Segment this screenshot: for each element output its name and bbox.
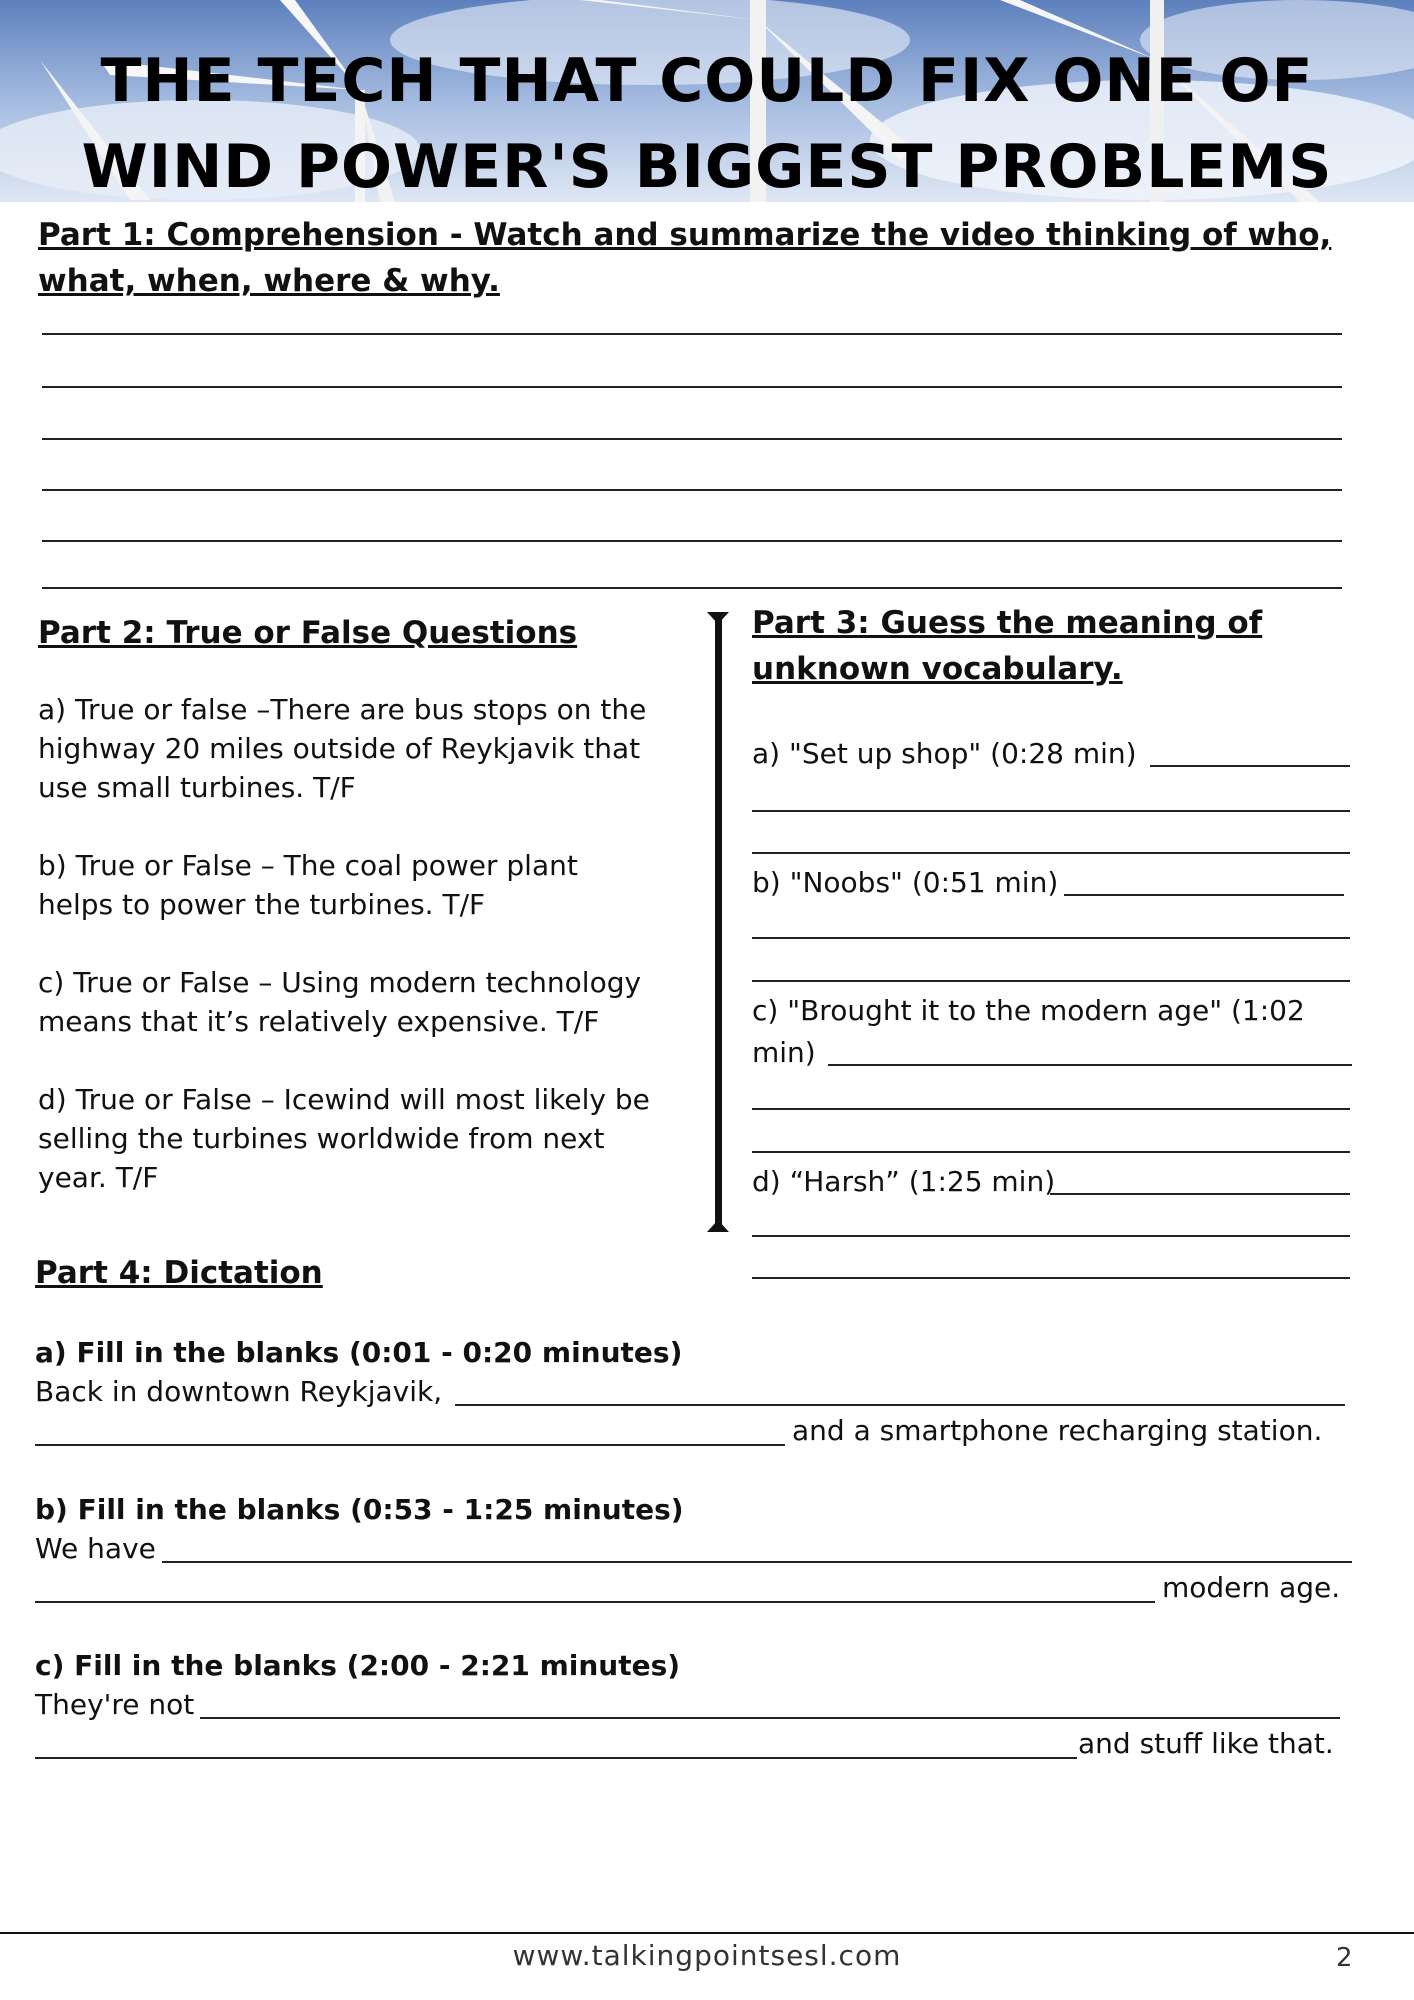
dictation-c-end: and stuff like that. (1078, 1727, 1334, 1760)
tf-question-b (38, 846, 578, 924)
dictation-blank[interactable] (35, 1444, 785, 1446)
tf-question-c (38, 963, 641, 1041)
answer-line[interactable] (42, 438, 1342, 440)
part3-heading-line-1: Part 3: Guess the meaning of (752, 605, 1263, 641)
dictation-b-end: modern age. (1162, 1571, 1341, 1604)
tf-question-d (38, 1080, 650, 1197)
vocab-answer-line[interactable] (1064, 894, 1344, 896)
part4-heading: Part 4: Dictation (35, 1255, 323, 1291)
dictation-a-end: and a smartphone recharging station. (792, 1414, 1323, 1447)
dictation-c-label: c) Fill in the blanks (2:00 - 2:21 minutes) (35, 1649, 681, 1682)
part2-heading: Part 2: True or False Questions (38, 615, 578, 651)
dictation-blank[interactable] (35, 1757, 1077, 1759)
dictation-c-start: They're not (35, 1688, 195, 1721)
dictation-blank[interactable] (200, 1717, 1340, 1719)
vocab-answer-line[interactable] (752, 937, 1350, 939)
divider-cap-top (707, 612, 729, 624)
dictation-b-label: b) Fill in the blanks (0:53 - 1:25 minutes) (35, 1493, 684, 1526)
part1-heading-line-2: what, when, where & why. (38, 263, 500, 299)
tf-question-a-line: a) True or false –There are bus stops on the (38, 693, 647, 726)
tf-question-b-line: b) True or False – The coal power plant (38, 849, 578, 882)
answer-line[interactable] (42, 540, 1342, 542)
vocab-item-c-line-2: min) (752, 1036, 816, 1069)
title-line-2: WIND POWER'S BIGGEST PROBLEMS (81, 132, 1333, 202)
tf-question-a-line: highway 20 miles outside of Reykjavik that (38, 732, 641, 765)
answer-line[interactable] (42, 489, 1342, 491)
answer-line[interactable] (42, 587, 1342, 589)
vocab-answer-line[interactable] (752, 810, 1350, 812)
vocab-answer-line[interactable] (752, 1235, 1350, 1237)
footer-url[interactable]: www.talkingpointsesl.com (512, 1939, 902, 1972)
vocab-item-d: d) “Harsh” (1:25 min) (752, 1165, 1056, 1198)
tf-question-a (38, 690, 646, 807)
dictation-a-start: Back in downtown Reykjavik, (35, 1375, 443, 1408)
page-number: 2 (1336, 1943, 1353, 1973)
answer-line[interactable] (42, 386, 1342, 388)
vocab-answer-line[interactable] (752, 980, 1350, 982)
tf-question-c-line: c) True or False – Using modern technology (38, 966, 642, 999)
vocab-item-b: b) "Noobs" (0:51 min) (752, 866, 1059, 899)
column-divider (715, 616, 722, 1226)
divider-cap-bottom (707, 1220, 729, 1232)
vocab-answer-line[interactable] (752, 1277, 1350, 1279)
tf-question-b-line: helps to power the turbines. T/F (38, 888, 486, 921)
vocab-answer-line[interactable] (1050, 1193, 1350, 1195)
vocab-answer-line[interactable] (752, 1108, 1350, 1110)
dictation-b-start: We have (35, 1532, 156, 1565)
tf-question-c-line: means that it’s relatively expensive. T/F (38, 1005, 600, 1038)
vocab-answer-line[interactable] (828, 1064, 1352, 1066)
part3-heading-line-2: unknown vocabulary. (752, 651, 1123, 687)
vocab-answer-line[interactable] (1150, 765, 1350, 767)
vocab-answer-line[interactable] (752, 852, 1350, 854)
vocab-item-a: a) "Set up shop" (0:28 min) (752, 737, 1137, 770)
tf-question-a-line: use small turbines. T/F (38, 771, 356, 804)
title-line-1: THE TECH THAT COULD FIX ONE OF (100, 46, 1314, 116)
tf-question-d-line: year. T/F (38, 1161, 159, 1194)
page-title (0, 38, 1414, 210)
dictation-blank[interactable] (35, 1601, 1155, 1603)
vocab-item-c-line-1: c) "Brought it to the modern age" (1:02 (752, 994, 1305, 1027)
tf-question-d-line: d) True or False – Icewind will most likely be (38, 1083, 650, 1116)
vocab-answer-line[interactable] (752, 1151, 1350, 1153)
tf-question-d-line: selling the turbines worldwide from next (38, 1122, 605, 1155)
dictation-blank[interactable] (162, 1561, 1352, 1563)
part1-heading-line-1: Part 1: Comprehension - Watch and summarize the video thinking of who, (38, 217, 1332, 253)
dictation-blank[interactable] (455, 1404, 1345, 1406)
footer-divider (0, 1932, 1414, 1934)
dictation-a-label: a) Fill in the blanks (0:01 - 0:20 minutes) (35, 1336, 683, 1369)
answer-line[interactable] (42, 333, 1342, 335)
